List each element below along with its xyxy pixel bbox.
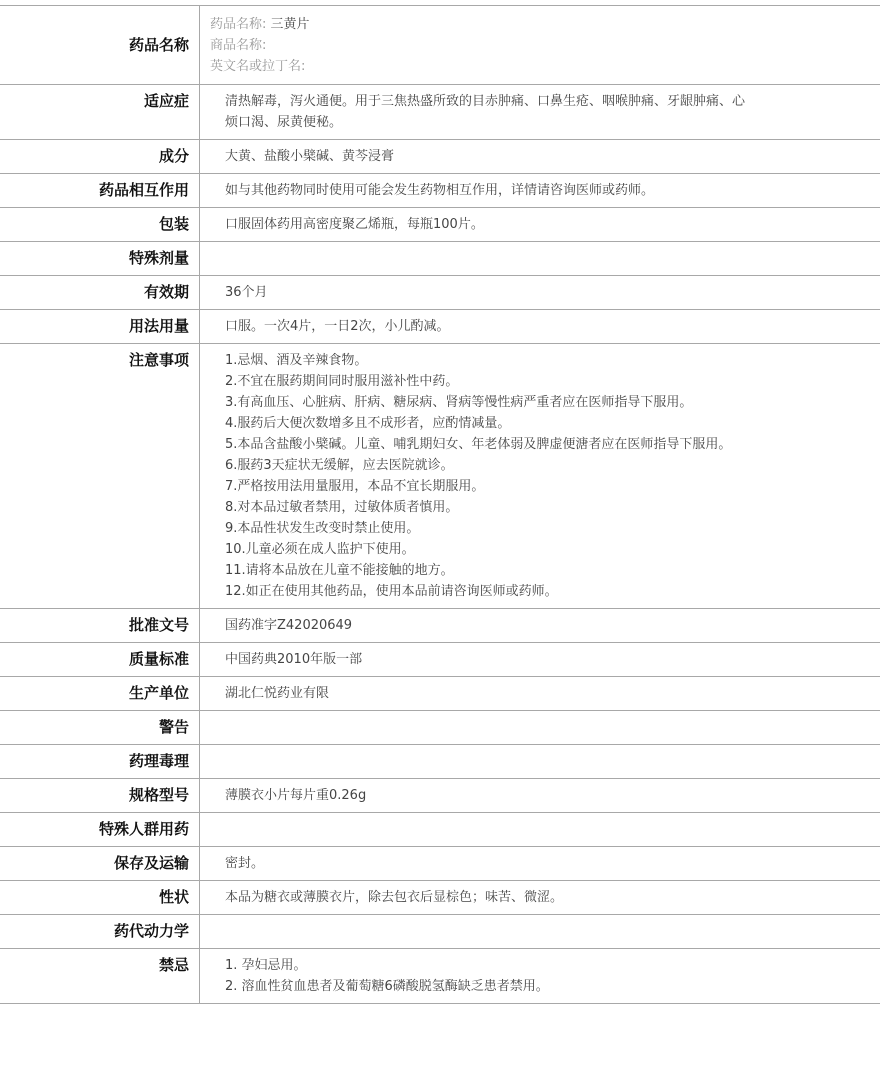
label-usage: 用法用量 bbox=[0, 310, 200, 343]
indications-line: 清热解毒，泻火通便。用于三焦热盛所致的目赤肿痛、口鼻生疮、咽喉肿痛、牙龈肿痛、心 bbox=[225, 94, 746, 109]
label-toxicology: 药理毒理 bbox=[0, 745, 200, 778]
precaution-item: 2.不宜在服药期间同时服用滋补性中药。 bbox=[225, 374, 459, 389]
value-indications bbox=[200, 85, 880, 139]
row-appearance bbox=[0, 881, 880, 915]
precaution-item: 11.请将本品放在儿童不能接触的地方。 bbox=[225, 563, 454, 578]
precaution-item: 9.本品性状发生改变时禁止使用。 bbox=[225, 521, 420, 536]
indications-line: 烦口渴、尿黄便秘。 bbox=[225, 115, 343, 130]
value-precautions bbox=[200, 344, 880, 608]
value-pharmacokinetics bbox=[200, 915, 880, 948]
contraindication-item: 1. 孕妇忌用。 bbox=[225, 958, 307, 973]
generic-name-label: 药品名称: bbox=[210, 17, 267, 32]
precaution-item: 7.严格按用法用量服用，本品不宜长期服用。 bbox=[225, 479, 485, 494]
precaution-item: 12.如正在使用其他药品，使用本品前请咨询医师或药师。 bbox=[225, 584, 558, 599]
precaution-item: 6.服药3天症状无缓解，应去医院就诊。 bbox=[225, 458, 454, 473]
value-storage: 密封。 bbox=[225, 856, 265, 871]
value-usage: 口服。一次4片，一日2次，小儿酌减。 bbox=[225, 319, 450, 334]
precaution-item: 8.对本品过敏者禁用，过敏体质者慎用。 bbox=[225, 500, 459, 515]
label-drug-name: 药品名称 bbox=[0, 6, 200, 84]
label-precautions: 注意事项 bbox=[0, 344, 200, 608]
contraindication-item: 2. 溶血性贫血患者及葡萄糖6磷酸脱氢酶缺乏患者禁用。 bbox=[225, 979, 549, 994]
row-usage bbox=[0, 310, 880, 344]
label-ingredients: 成分 bbox=[0, 140, 200, 173]
trade-name-label: 商品名称: bbox=[210, 38, 267, 53]
label-appearance: 性状 bbox=[0, 881, 200, 914]
trade-name-line bbox=[210, 35, 310, 56]
english-name-line bbox=[210, 56, 310, 77]
row-packaging bbox=[0, 208, 880, 242]
label-manufacturer: 生产单位 bbox=[0, 677, 200, 710]
row-interactions bbox=[0, 174, 880, 208]
row-precautions bbox=[0, 344, 880, 609]
value-packaging: 口服固体药用高密度聚乙烯瓶，每瓶100片。 bbox=[225, 217, 484, 232]
row-shelf-life bbox=[0, 276, 880, 310]
label-contraindications: 禁忌 bbox=[0, 949, 200, 1003]
value-special-population bbox=[200, 813, 880, 846]
value-warning bbox=[200, 711, 880, 744]
value-shelf-life: 36个月 bbox=[225, 285, 268, 300]
label-warning: 警告 bbox=[0, 711, 200, 744]
value-appearance: 本品为糖衣或薄膜衣片，除去包衣后显棕色；味苦、微涩。 bbox=[225, 890, 564, 905]
precaution-item: 4.服药后大便次数增多且不成形者，应酌情减量。 bbox=[225, 416, 511, 431]
row-special-population bbox=[0, 813, 880, 847]
english-name-label: 英文名或拉丁名: bbox=[210, 59, 306, 74]
precaution-item: 10.儿童必须在成人监护下使用。 bbox=[225, 542, 415, 557]
label-special-population: 特殊人群用药 bbox=[0, 813, 200, 846]
row-approval bbox=[0, 609, 880, 643]
value-specification: 薄膜衣小片每片重0.26g bbox=[225, 788, 367, 803]
drug-info-table bbox=[0, 5, 880, 1004]
label-specification: 规格型号 bbox=[0, 779, 200, 812]
label-packaging: 包装 bbox=[0, 208, 200, 241]
generic-name-line bbox=[210, 14, 310, 35]
label-shelf-life: 有效期 bbox=[0, 276, 200, 309]
row-special-dosage bbox=[0, 242, 880, 276]
value-special-dosage bbox=[200, 242, 880, 275]
row-pharmacokinetics bbox=[0, 915, 880, 949]
value-toxicology bbox=[200, 745, 880, 778]
precaution-item: 5.本品含盐酸小檗碱。儿童、哺乳期妇女、年老体弱及脾虚便溏者应在医师指导下服用。 bbox=[225, 437, 732, 452]
label-interactions: 药品相互作用 bbox=[0, 174, 200, 207]
row-ingredients bbox=[0, 140, 880, 174]
value-interactions: 如与其他药物同时使用可能会发生药物相互作用，详情请咨询医师或药师。 bbox=[225, 183, 655, 198]
row-toxicology bbox=[0, 745, 880, 779]
row-contraindications bbox=[0, 949, 880, 1004]
precaution-item: 3.有高血压、心脏病、肝病、糖尿病、肾病等慢性病严重者应在医师指导下服用。 bbox=[225, 395, 693, 410]
label-storage: 保存及运输 bbox=[0, 847, 200, 880]
row-indications bbox=[0, 85, 880, 140]
value-manufacturer: 湖北仁悦药业有限 bbox=[225, 686, 330, 701]
drug-name-block bbox=[200, 6, 310, 84]
row-manufacturer bbox=[0, 677, 880, 711]
value-approval: 国药准字Z42020649 bbox=[225, 618, 353, 633]
label-pharmacokinetics: 药代动力学 bbox=[0, 915, 200, 948]
generic-name-value: 三黄片 bbox=[270, 17, 310, 32]
row-standard bbox=[0, 643, 880, 677]
value-contraindications bbox=[200, 949, 880, 1003]
label-special-dosage: 特殊剂量 bbox=[0, 242, 200, 275]
value-standard: 中国药典2010年版一部 bbox=[225, 652, 363, 667]
row-warning bbox=[0, 711, 880, 745]
label-standard: 质量标准 bbox=[0, 643, 200, 676]
value-ingredients: 大黄、盐酸小檗碱、黄芩浸膏 bbox=[225, 149, 395, 164]
label-indications: 适应症 bbox=[0, 85, 200, 139]
label-approval: 批准文号 bbox=[0, 609, 200, 642]
row-storage bbox=[0, 847, 880, 881]
row-drug-name bbox=[0, 6, 880, 85]
row-specification bbox=[0, 779, 880, 813]
precaution-item: 1.忌烟、酒及辛辣食物。 bbox=[225, 353, 368, 368]
